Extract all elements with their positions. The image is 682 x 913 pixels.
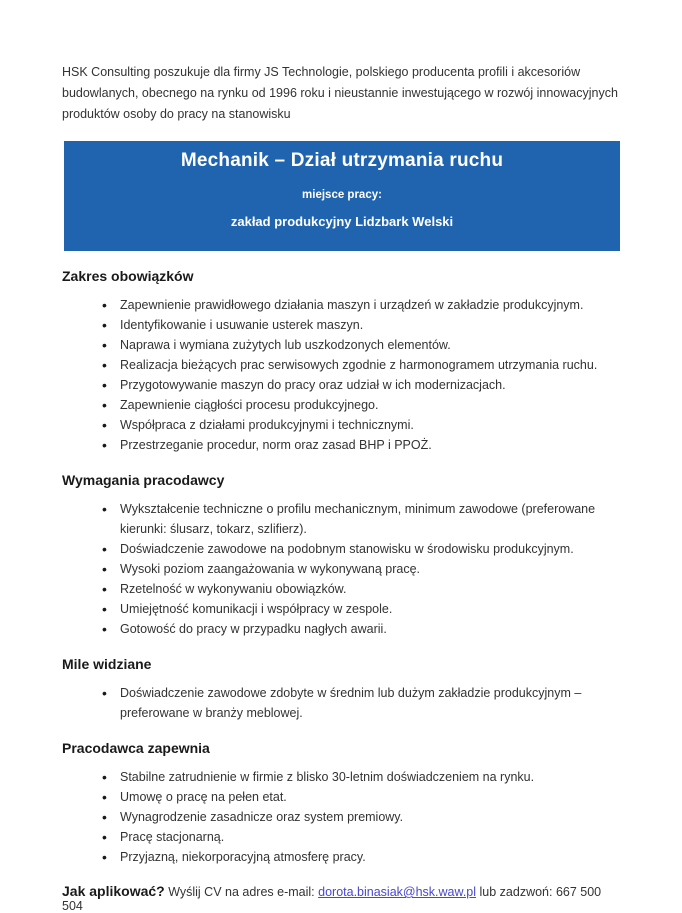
bullet-item: • Przyjazną, niekorporacyjną atmosferę pracy. (100, 847, 620, 867)
apply-line (62, 883, 620, 913)
bullet-item: • Naprawa i wymiana zużytych lub uszkodzonych elementów. (100, 335, 620, 355)
section-heading: Wymagania pracodawcy (62, 472, 225, 488)
bullet-item: • Zapewnienie ciągłości procesu produkcyjnego. (100, 395, 620, 415)
bullet-list (62, 767, 620, 867)
bullet-item: • Umowę o pracę na pełen etat. (100, 787, 620, 807)
bullet-item: • Pracę stacjonarną. (100, 827, 620, 847)
intro-paragraph: HSK Consulting poszukuje dla firmy JS Technologie, polskiego producenta profili i akcesoriów budowlanych, obecnego na rynku od 1996 roku i nieustannie inwestującego w rozwój innowacyjnych produktów osoby do pracy na stanowisku (62, 65, 618, 121)
sections-container (62, 266, 620, 867)
bullet-item: • Gotowość do pracy w przypadku nagłych awarii. (100, 619, 620, 639)
bullet-item: • Przygotowywanie maszyn do pracy oraz udział w ich modernizacjach. (100, 375, 620, 395)
bullet-list (62, 499, 620, 639)
section-heading: Pracodawca zapewnia (62, 740, 210, 756)
email-link[interactable]: dorota.binasiak@hsk.waw.pl (318, 885, 477, 899)
bullet-list (62, 683, 620, 723)
bullet-item: • Stabilne zatrudnienie w firmie z blisko 30-letnim doświadczeniem na rynku. (100, 767, 620, 787)
bullet-item: • Wynagrodzenie zasadnicze oraz system premiowy. (100, 807, 620, 827)
banner-location: zakład produkcyjny Lidzbark Welski (230, 214, 454, 229)
bullet-item: • Wykształcenie techniczne o profilu mechanicznym, minimum zawodowe (preferowane kierunki: ślusarz, tokarz, szlifierz). (100, 499, 620, 539)
apply-question: Jak aplikować? (62, 883, 165, 899)
banner-subtitle: miejsce pracy: (302, 189, 382, 201)
job-title: Mechanik – Dział utrzymania ruchu (180, 150, 504, 171)
bullet-item: • Realizacja bieżących prac serwisowych zgodnie z harmonogramem utrzymania ruchu. (100, 355, 620, 375)
bullet-item: • Doświadczenie zawodowe na podobnym stanowisku w środowisku produkcyjnym. (100, 539, 620, 559)
job-title-banner (64, 141, 620, 251)
section-heading: Zakres obowiązków (62, 268, 194, 284)
bullet-item: • Rzetelność w wykonywaniu obowiązków. (100, 579, 620, 599)
bullet-item: • Doświadczenie zawodowe zdobyte w średnim lub dużym zakładzie produkcyjnym – preferowane w branży meblowej. (100, 683, 620, 723)
bullet-list (62, 295, 620, 455)
bullet-item: • Przestrzeganie procedur, norm oraz zasad BHP i PPOŻ. (100, 435, 620, 455)
apply-text-after: lub zadzwoń: 667 500 504 (62, 885, 602, 913)
section-heading: Mile widziane (62, 656, 152, 672)
bullet-item: • Umiejętność komunikacji i współpracy w zespole. (100, 599, 620, 619)
apply-text-before: Wyślij CV na adres e-mail: (164, 885, 319, 899)
bullet-item: • Identyfikowanie i usuwanie usterek maszyn. (100, 315, 620, 335)
bullet-item: • Wysoki poziom zaangażowania w wykonywaną pracę. (100, 559, 620, 579)
bullet-item: • Zapewnienie prawidłowego działania maszyn i urządzeń w zakładzie produkcyjnym. (100, 295, 620, 315)
bullet-item: • Współpraca z działami produkcyjnymi i technicznymi. (100, 415, 620, 435)
